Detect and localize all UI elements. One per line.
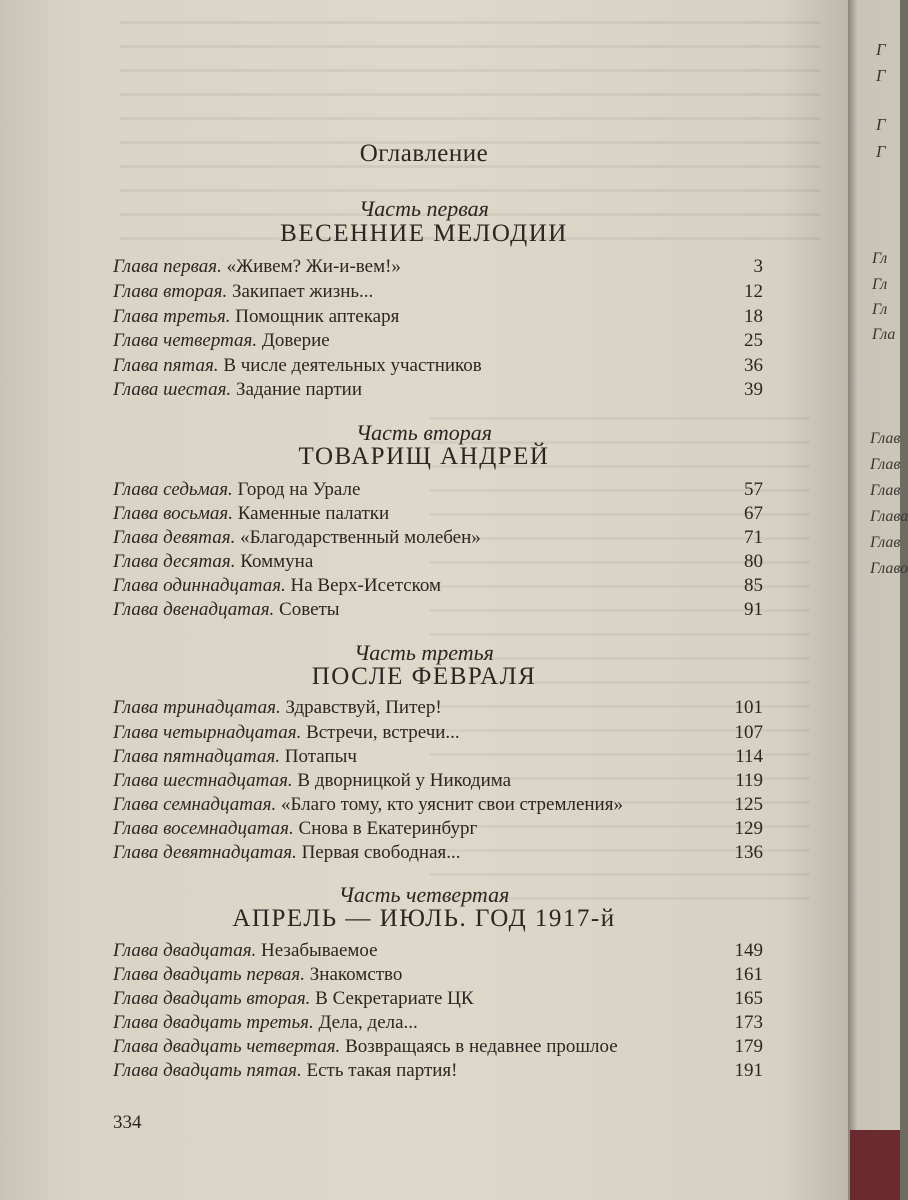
toc-entry bbox=[113, 697, 763, 719]
chapter-number: Глава третья. bbox=[113, 306, 231, 327]
page-ref: 67 bbox=[744, 503, 763, 524]
adjacent-page-fragment: Глав bbox=[870, 534, 901, 551]
chapter-number: Глава двадцать первая. bbox=[113, 964, 306, 985]
chapter-title: Город на Урале bbox=[237, 479, 361, 500]
page-ref: 161 bbox=[734, 964, 763, 985]
page-number: 334 bbox=[113, 1112, 142, 1133]
page-ref: 191 bbox=[734, 1060, 763, 1081]
adjacent-page-fragment: Глав bbox=[870, 456, 901, 473]
chapter-title: Коммуна bbox=[240, 551, 314, 572]
page-ref: 101 bbox=[734, 697, 763, 718]
chapter-title: Снова в Екатеринбург bbox=[298, 818, 478, 839]
chapter-number: Глава одиннадцатая. bbox=[113, 575, 286, 596]
page-ref: 36 bbox=[744, 355, 763, 376]
adjacent-page-fragment: Глав bbox=[870, 430, 901, 447]
page-ref: 107 bbox=[734, 722, 763, 743]
chapter-title: Возвращаясь в недавнее прошлое bbox=[345, 1036, 618, 1057]
page-ref: 179 bbox=[734, 1036, 763, 1057]
chapter-title: Первая свободная... bbox=[301, 842, 461, 863]
toc-entry bbox=[113, 355, 763, 377]
chapter-number: Глава пятнадцатая. bbox=[113, 746, 281, 767]
page-ref: 71 bbox=[744, 527, 763, 548]
part-label: Часть третья bbox=[354, 640, 494, 665]
chapter-number: Глава четырнадцатая. bbox=[113, 722, 302, 743]
chapter-title: В дворницкой у Никодима bbox=[297, 770, 512, 791]
adjacent-page-fragment: Главо bbox=[870, 560, 908, 577]
chapter-title: Дела, дела... bbox=[318, 1012, 418, 1033]
part-label: Часть первая bbox=[359, 196, 489, 221]
chapter-title: Доверие bbox=[261, 330, 330, 351]
chapter-title: Закипает жизнь... bbox=[231, 281, 374, 302]
toc-entry bbox=[113, 575, 763, 597]
part-title: ТОВАРИЩ АНДРЕЙ bbox=[298, 443, 550, 470]
chapter-title: Советы bbox=[279, 599, 340, 620]
toc-entry bbox=[113, 794, 763, 816]
page-ref: 173 bbox=[734, 1012, 763, 1033]
book-cover-edge bbox=[850, 1130, 900, 1200]
toc-entry bbox=[113, 503, 763, 525]
toc-entry bbox=[113, 599, 763, 621]
page-ref: 129 bbox=[734, 818, 763, 839]
chapter-title: «Благо тому, кто уяснит свои стремления» bbox=[281, 794, 623, 815]
chapter-number: Глава пятая. bbox=[113, 355, 219, 376]
chapter-number: Глава шестая. bbox=[113, 379, 232, 400]
chapter-number: Глава девятая. bbox=[113, 527, 236, 548]
chapter-number: Глава двадцать третья. bbox=[113, 1012, 314, 1033]
chapter-title: «Живем? Жи-и-вем!» bbox=[226, 256, 401, 277]
toc-entry bbox=[113, 330, 763, 352]
chapter-number: Глава восемнадцатая. bbox=[113, 818, 294, 839]
adjacent-page-fragment: Глава bbox=[870, 508, 908, 525]
toc-entry bbox=[113, 1012, 763, 1034]
toc-title: Оглавление bbox=[359, 140, 489, 167]
chapter-title: Помощник аптекаря bbox=[235, 306, 400, 327]
chapter-number: Глава первая. bbox=[113, 256, 222, 277]
chapter-number: Глава семнадцатая. bbox=[113, 794, 277, 815]
chapter-title: Знакомство bbox=[309, 964, 403, 985]
chapter-number: Глава двадцать четвертая. bbox=[113, 1036, 341, 1057]
page-ref: 114 bbox=[735, 746, 763, 767]
chapter-number: Глава восьмая. bbox=[113, 503, 233, 524]
toc-entry bbox=[113, 818, 763, 840]
part-title: ПОСЛЕ ФЕВРАЛЯ bbox=[311, 663, 537, 690]
page-ref: 125 bbox=[734, 794, 763, 815]
page-ref: 39 bbox=[744, 379, 763, 400]
chapter-number: Глава вторая. bbox=[113, 281, 228, 302]
toc-entry bbox=[113, 479, 763, 501]
adjacent-page-fragment: Гл bbox=[872, 276, 888, 293]
page-ref: 85 bbox=[744, 575, 763, 596]
chapter-number: Глава двадцатая. bbox=[113, 940, 257, 961]
chapter-title: Потапыч bbox=[284, 746, 357, 767]
chapter-title: Здравствуй, Питер! bbox=[285, 697, 442, 718]
adjacent-page-fragment: Глав bbox=[870, 482, 901, 499]
toc-entry bbox=[113, 722, 763, 744]
chapter-title: Встречи, встречи... bbox=[306, 722, 460, 743]
toc-entry bbox=[113, 306, 763, 328]
chapter-title: В числе деятельных участников bbox=[223, 355, 482, 376]
chapter-number: Глава двадцать вторая. bbox=[113, 988, 311, 1009]
chapter-title: Есть такая партия! bbox=[306, 1060, 458, 1081]
chapter-title: Каменные палатки bbox=[237, 503, 390, 524]
toc-entry bbox=[113, 527, 763, 549]
adjacent-page-fragment: Г bbox=[876, 40, 886, 59]
page-ref: 12 bbox=[744, 281, 763, 302]
toc-entry bbox=[113, 1060, 763, 1082]
adjacent-page-fragment: Г bbox=[876, 66, 886, 85]
page-ref: 165 bbox=[734, 988, 763, 1009]
chapter-number: Глава шестнадцатая. bbox=[113, 770, 293, 791]
toc-entry bbox=[113, 940, 763, 962]
page-ref: 57 bbox=[744, 479, 763, 500]
toc-entry bbox=[113, 379, 763, 401]
chapter-title: В Секретариате ЦК bbox=[315, 988, 474, 1009]
toc-entry bbox=[113, 256, 763, 278]
chapter-title: «Благодарственный молебен» bbox=[240, 527, 481, 548]
page-ref: 136 bbox=[734, 842, 763, 863]
chapter-number: Глава четвертая. bbox=[113, 330, 258, 351]
part-title: ВЕСЕННИЕ МЕЛОДИИ bbox=[280, 220, 568, 247]
adjacent-page-fragment: Гл bbox=[872, 301, 888, 318]
toc-entry bbox=[113, 988, 763, 1010]
toc-entry bbox=[113, 770, 763, 792]
adjacent-page-fragment: Г bbox=[876, 142, 886, 161]
part-label: Часть вторая bbox=[356, 420, 492, 445]
toc-entry bbox=[113, 551, 763, 573]
chapter-number: Глава тринадцатая. bbox=[113, 697, 281, 718]
page-ref: 91 bbox=[744, 599, 763, 620]
chapter-number: Глава двадцать пятая. bbox=[113, 1060, 302, 1081]
adjacent-page-fragment: Гл bbox=[872, 250, 888, 267]
chapter-title: Незабываемое bbox=[261, 940, 378, 961]
adjacent-page-fragment: Гла bbox=[872, 326, 896, 343]
chapter-title: Задание партии bbox=[235, 379, 362, 400]
toc-entry bbox=[113, 842, 763, 864]
chapter-number: Глава двенадцатая. bbox=[113, 599, 275, 620]
part-title: АПРЕЛЬ — ИЮЛЬ. ГОД 1917-й bbox=[232, 905, 616, 932]
page-ref: 80 bbox=[744, 551, 763, 572]
part-label: Часть четвертая bbox=[338, 882, 510, 907]
page-ref: 25 bbox=[744, 330, 763, 351]
adjacent-page bbox=[848, 0, 908, 1200]
page-ref: 149 bbox=[734, 940, 763, 961]
page-ref: 3 bbox=[753, 256, 763, 277]
page-ref: 18 bbox=[744, 306, 763, 327]
chapter-number: Глава десятая. bbox=[113, 551, 236, 572]
toc-entry bbox=[113, 281, 763, 303]
chapter-number: Глава седьмая. bbox=[113, 479, 233, 500]
toc-entry bbox=[113, 1036, 763, 1058]
page-ref: 119 bbox=[735, 770, 763, 791]
chapter-title: На Верх-Исетском bbox=[290, 575, 442, 596]
chapter-number: Глава девятнадцатая. bbox=[113, 842, 297, 863]
toc-entry bbox=[113, 964, 763, 986]
adjacent-page-fragment: Г bbox=[876, 115, 886, 134]
toc-entry bbox=[113, 746, 763, 768]
